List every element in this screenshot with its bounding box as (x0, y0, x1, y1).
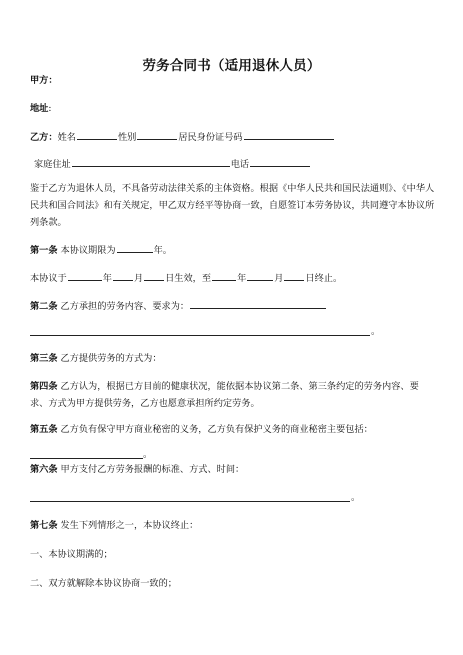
service-content-blank[interactable] (190, 299, 326, 309)
effective-label: 日生效，至 (165, 273, 212, 284)
end-year-blank[interactable] (212, 271, 236, 281)
article-4-text: 乙方认为，根据已方目前的健康状况，能依据本协议第二条、第三条约定的劳务内容、要求、方式为甲方提供劳务，乙方也愿意承担所约定劳务。 (30, 381, 419, 409)
party-b-name-label: 姓名 (57, 132, 76, 143)
home-address-line (34, 157, 311, 171)
start-year-blank[interactable] (68, 271, 102, 281)
article-1-text-end: 年。 (153, 245, 172, 256)
article-6-end: 。 (351, 492, 361, 503)
document-title: 劳务合同书（适用退休人员） (142, 58, 321, 74)
termination-item: 二、双方就解除本协议协商一致的； (30, 578, 177, 589)
start-day-blank[interactable] (144, 271, 164, 281)
article-2-end: 。 (371, 326, 381, 337)
article-3-text: 乙方提供劳务的方式为： (57, 353, 162, 364)
home-address-blank[interactable] (72, 157, 230, 167)
home-address-label: 家庭住址 (34, 159, 71, 170)
start-year-label: 年 (102, 273, 112, 284)
article-2 (30, 299, 327, 313)
article-7 (30, 520, 198, 532)
article-6-text: 甲方支付乙方劳务报酬的标准、方式、时间： (57, 464, 245, 475)
end-month-label: 月 (274, 273, 284, 284)
start-month-blank[interactable] (113, 271, 133, 281)
article-6 (30, 464, 244, 476)
phone-label: 电话 (230, 159, 250, 170)
gender-blank[interactable] (137, 130, 177, 140)
start-month-label: 月 (133, 273, 144, 284)
date-start-label: 本协议于 (30, 273, 67, 284)
article-5-end: 。 (143, 449, 153, 460)
party-b-gender-label: 性别 (117, 132, 137, 143)
end-label: 日终止。 (305, 273, 343, 284)
trade-secret-blank[interactable] (30, 458, 143, 459)
article-6-label: 第六条 (30, 464, 58, 475)
article-3 (30, 353, 162, 365)
article-4 (30, 378, 435, 412)
term-years-blank[interactable] (117, 243, 153, 253)
article-1-label: 第一条 (30, 245, 58, 256)
article-5-label: 第五条 (30, 424, 58, 435)
termination-item: 一、本协议期满的； (30, 549, 113, 560)
party-a-label: 甲方： (30, 75, 58, 86)
article-1-term (30, 243, 172, 257)
article-5 (30, 421, 435, 438)
article-1-dates (30, 271, 342, 285)
end-day-blank[interactable] (284, 271, 304, 281)
article-7-label: 第七条 (30, 520, 58, 531)
party-b-line (30, 130, 335, 144)
id-number-blank[interactable] (244, 130, 334, 140)
address-line (30, 103, 51, 115)
preamble-paragraph: 鉴于乙方为退休人员，不具备劳动法律关系的主体资格。根据《中华人民共和国民法通则》、《中华人民共和国合同法》和有关规定，甲乙双方经平等协商一致，自愿签订本劳务协议，共同遵守本协议所列条款。 (30, 183, 435, 228)
article-5-text: 乙方负有保守甲方商业秘密的义务，乙方负有保护义务的商业秘密主要包括： (57, 424, 373, 435)
article-3-label: 第三条 (30, 353, 58, 364)
address-label: 地址 (30, 103, 49, 114)
name-blank[interactable] (77, 130, 117, 140)
address-colon: : (48, 103, 52, 114)
end-month-blank[interactable] (247, 271, 273, 281)
party-b-label: 乙方： (30, 132, 58, 143)
phone-blank[interactable] (250, 157, 310, 167)
service-content-continuation-blank[interactable] (30, 335, 370, 336)
article-2-label: 第二条 (30, 301, 58, 312)
payment-terms-blank[interactable] (30, 501, 350, 502)
end-year-label: 年 (237, 273, 247, 284)
party-b-id-label: 居民身份证号码 (178, 132, 243, 143)
article-2-text: 乙方承担的劳务内容、要求为： (57, 301, 190, 312)
article-1-text: 本协议期限为 (57, 245, 116, 256)
article-7-text: 发生下列情形之一，本协议终止： (57, 520, 199, 531)
article-4-label: 第四条 (30, 381, 58, 392)
